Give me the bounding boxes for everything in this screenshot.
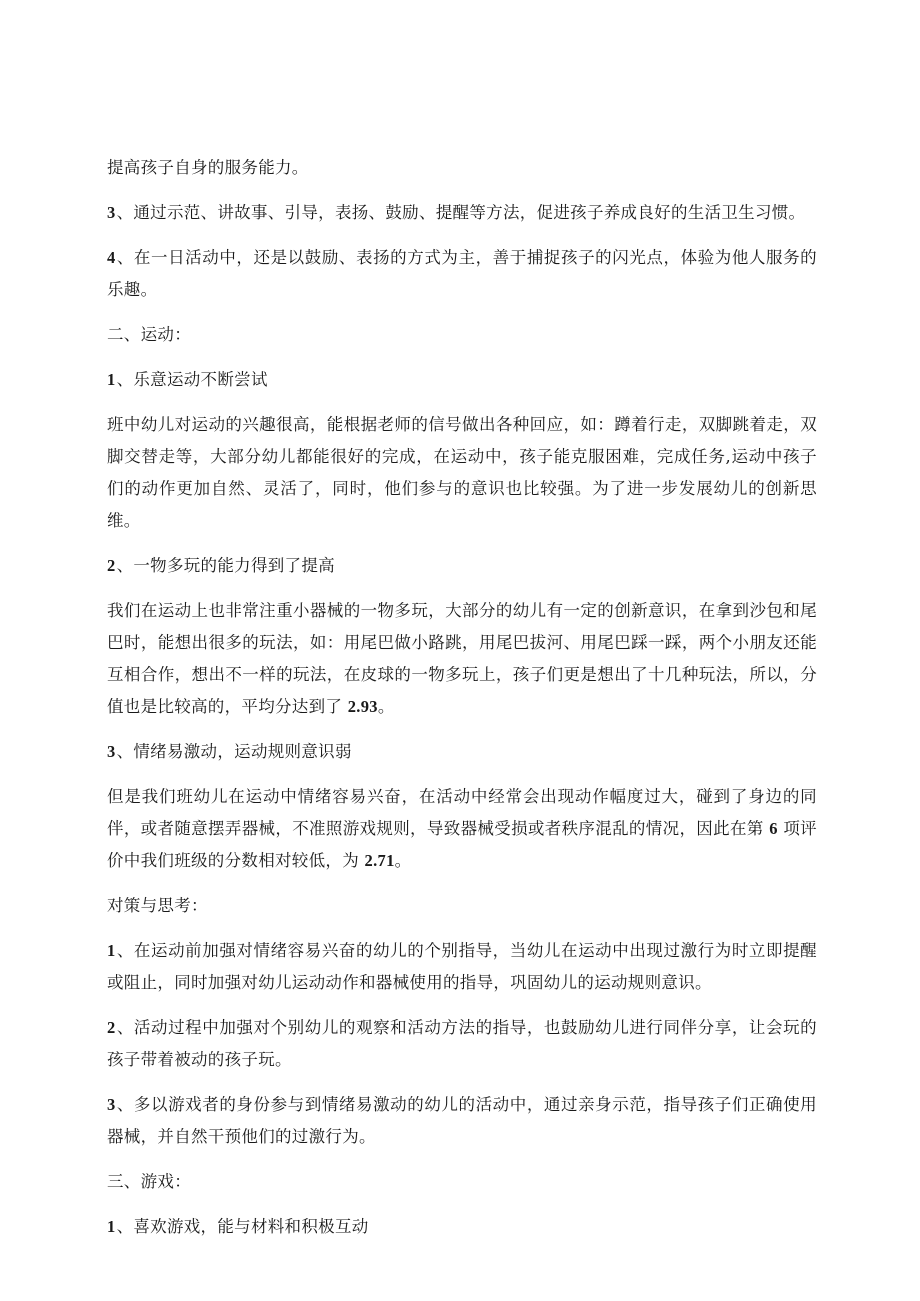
section-heading-games: [107, 1166, 817, 1198]
item-text: 、一物多玩的能力得到了提高: [116, 556, 335, 575]
item-number: 3: [107, 1095, 116, 1114]
list-item-4-encourage: [107, 242, 817, 306]
paragraph-multi-use: [107, 595, 817, 723]
evaluation-item-number: 6: [769, 819, 778, 838]
heading-text: 二、运动：: [107, 325, 191, 344]
section-heading-exercise: [107, 319, 817, 351]
item-number: 3: [107, 742, 116, 761]
paragraph-emotion: [107, 781, 817, 877]
heading-text: 对策与思考：: [107, 896, 208, 915]
paragraph-text-mid: 项评价中我们班级的分数相对较低，为: [107, 819, 817, 870]
item-text: 、活动过程中加强对个别幼儿的观察和活动方法的指导，也鼓励幼儿进行同伴分享，让会玩的孩子带着被动的孩子玩。: [107, 1018, 817, 1069]
paragraph-interest: [107, 409, 817, 537]
paragraph-text-end: 。: [394, 851, 412, 870]
item-number: 1: [107, 370, 116, 389]
item-number: 2: [107, 1018, 116, 1037]
item-text: 、在运动前加强对情绪容易兴奋的幼儿的个别指导，当幼儿在运动中出现过激行为时立即提醒或阻止，同时加强对幼儿运动动作和器械使用的指导，巩固幼儿的运动规则意识。: [107, 941, 817, 992]
subheading-games-1: [107, 1211, 817, 1243]
item-number: 1: [107, 941, 116, 960]
item-text: 、多以游戏者的身份参与到情绪易激动的幼儿的活动中，通过亲身示范，指导孩子们正确使用器械，并自然干预他们的过激行为。: [107, 1095, 817, 1146]
average-score: 2.93: [347, 697, 378, 716]
item-text: 、喜欢游戏，能与材料和积极互动: [116, 1217, 369, 1236]
subheading-1: [107, 364, 817, 396]
paragraph-text: 我们在运动上也非常注重小器械的一物多玩，大部分的幼儿有一定的创新意识，在拿到沙包和尾巴时，能想出很多的玩法，如：用尾巴做小路跳，用尾巴拔河、用尾巴踩一踩，两个小朋友还能互相合作，想出不一样的玩法，在皮球的一物多玩上，孩子们更是想出了十几种玩法，所以，分值也是比较高的，平均分达到了: [107, 601, 817, 716]
strategy-item-1: [107, 935, 817, 999]
item-text: 、通过示范、讲故事、引导，表扬、鼓励、提醒等方法，促进孩子养成良好的生活卫生习惯。: [116, 203, 806, 222]
class-score: 2.71: [364, 851, 395, 870]
paragraph-text: 提高孩子自身的服务能力。: [107, 158, 309, 177]
document-body: [107, 152, 817, 1256]
paragraph-text-end: 。: [377, 697, 395, 716]
item-number: 2: [107, 556, 116, 575]
strategy-item-2: [107, 1012, 817, 1076]
strategy-item-3: [107, 1089, 817, 1153]
paragraph-text: 班中幼儿对运动的兴趣很高，能根据老师的信号做出各种回应，如：蹲着行走，双脚跳着走，双脚交替走等，大部分幼儿都能很好的完成，在运动中，孩子能克服困难，完成任务,运动中孩子们的动作更加自然、灵活了，同时，他们参与的意识也比较强。为了进一步发展幼儿的创新思维。: [107, 415, 817, 530]
paragraph-continuation: [107, 152, 817, 184]
subheading-3: [107, 736, 817, 768]
strategy-heading: [107, 890, 817, 922]
item-text: 、情绪易激动，运动规则意识弱: [116, 742, 352, 761]
list-item-3-habits: [107, 197, 817, 229]
item-number: 3: [107, 203, 116, 222]
item-text: 、在一日活动中，还是以鼓励、表扬的方式为主，善于捕捉孩子的闪光点，体验为他人服务的乐趣。: [107, 248, 817, 299]
item-number: 4: [107, 248, 116, 267]
subheading-2: [107, 550, 817, 582]
heading-text: 三、游戏：: [107, 1172, 191, 1191]
item-number: 1: [107, 1217, 116, 1236]
paragraph-text: 但是我们班幼儿在运动中情绪容易兴奋，在活动中经常会出现动作幅度过大，碰到了身边的同伴，或者随意摆弄器械，不准照游戏规则，导致器械受损或者秩序混乱的情况，因此在第: [107, 787, 817, 838]
item-text: 、乐意运动不断尝试: [116, 370, 268, 389]
